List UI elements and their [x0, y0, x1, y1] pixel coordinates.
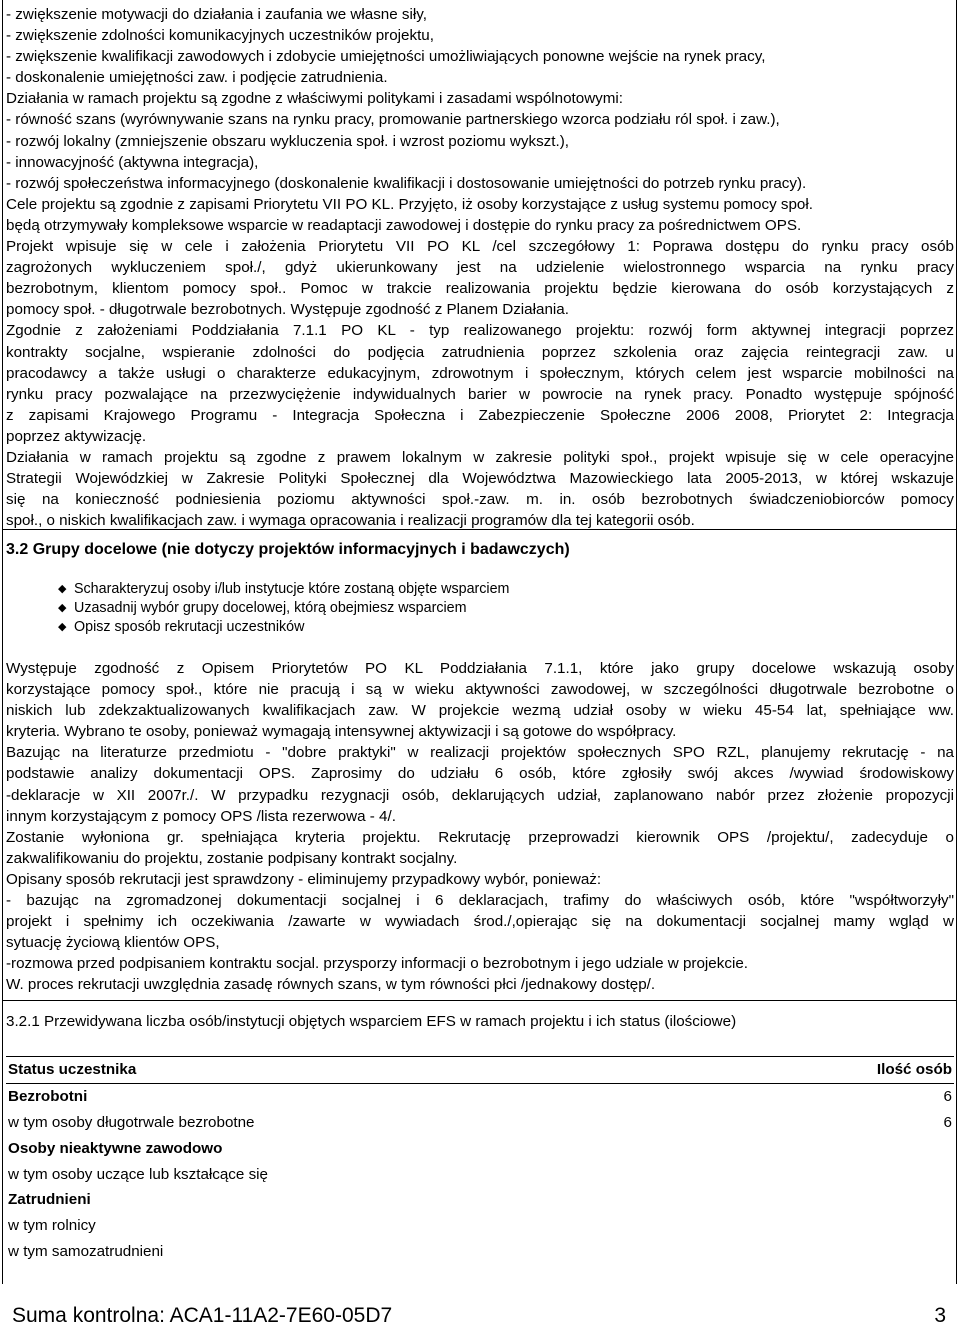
table-row — [6, 1110, 954, 1136]
list-item — [58, 580, 509, 599]
text-line: pracodawcy a także usługi o charakterze edukacyjnym, zdrowotnym i społecznym, których celem jest wsparcie mobilności na — [6, 364, 954, 382]
text-line: Zgodnie z założeniami Poddziałania 7.1.1 PO KL - typ realizowanego projektu: rozwój form aktywnej integracji poprzez — [6, 322, 954, 340]
text-line: kryteria. Wybrano te osoby, ponieważ wymagają intensywnej aktywizacji i są gotowe do współpracy. — [6, 723, 677, 741]
table-cell-label: w tym rolnicy — [8, 1217, 96, 1235]
table-row — [6, 1161, 954, 1187]
text-line: niskich lub zdekzaktualizowanych kwalifikacjach zaw. W projekcie wezmą udział osoby w wieku 45-54 lat, spełniające ww. — [6, 702, 954, 720]
table-cell-value: 6 — [943, 1113, 952, 1131]
section-heading: 3.2 Grupy docelowe (nie dotyczy projektów informacyjnych i badawczych) — [6, 541, 570, 558]
frame-right — [956, 0, 957, 1284]
text-line: -deklaracje w XII 2007r./. W przypadku rezygnacji osób, deklarujących udział, zaplanowano nabór przez złożenie propozycji — [6, 786, 954, 804]
text-line: -rozmowa przed podpisaniem kontraktu socjal. przysporzy informacji o bezrobotnym i jego udziale w projekcie. — [6, 955, 748, 973]
text-line: Zostanie wyłoniona gr. spełniająca kryteria projektu. Rekrutację przeprowadzi kierownik OPS /projektu/, zadecyduje o — [6, 828, 954, 846]
text-line: kontrakty socjalne, wspieranie zdolności do podjęcia zatrudnienia poprzez szkolenia oraz zajęcia reintegracji zaw. u — [6, 343, 954, 361]
text-line: Cele projektu są zgodnie z zapisami Priorytetu VII PO KL. Przyjęto, iż osoby korzystające z usług systemu pomocy społ. — [6, 195, 813, 213]
text-line: Działania w ramach projektu są zgodne z właściwymi politykami i zasadami wspólnotowymi: — [6, 90, 624, 108]
table-cell-label: w tym osoby uczące lub kształcące się — [8, 1165, 268, 1183]
text-line: Bazując na literaturze przedmiotu - "dobre praktyki" w realizacji projektów społecznych SPO RZL, planujemy rekrutację - na — [6, 744, 954, 762]
participants-table — [6, 1056, 954, 1264]
text-line: projekt i spełnimy ich oczekiwania /zawarte w wywiadach środ./,opierając się na dokumentacji socjalnej mamy wgląd w — [6, 913, 954, 931]
text-line: - zwiększenie motywacji do działania i zaufania we własne siły, — [6, 6, 427, 23]
text-line: się na konieczność podniesienia poziomu aktywności społ.-zaw. m. in. osób bezrobotnych świadczeniobiorców pomocy — [6, 491, 954, 509]
text-line: bezrobotnym, klientom pomocy społ.. Pomoc w trakcie realizowania projektu będzie kierowana do osób korzystających z — [6, 280, 954, 298]
table-header-count: Ilość osób — [876, 1061, 952, 1079]
table-row — [6, 1187, 954, 1213]
table-row — [6, 1239, 954, 1265]
table-cell-label: Osoby nieaktywne zawodowo — [8, 1139, 223, 1157]
table-row — [6, 1083, 954, 1109]
text-line: - zwiększenie zdolności komunikacyjnych uczestników projektu, — [6, 27, 434, 45]
table-cell-value — [735, 1239, 954, 1265]
diamond-bullet-icon: ◆ — [58, 602, 67, 614]
text-line: - rozwój społeczeństwa informacyjnego (doskonalenie kwalifikacji i dostosowanie umiejętności do potrzeb rynku pracy). — [6, 174, 807, 192]
text-line: poprzez aktywizację. — [6, 427, 147, 445]
table-cell-value — [735, 1187, 954, 1213]
text-line: korzystające pomocy społ., które nie pracują i są w wieku aktywności zawodowej, w szczególności długotrwale bezrobotne o — [6, 681, 954, 699]
table-header-row — [6, 1057, 954, 1084]
table-cell-value — [735, 1135, 954, 1161]
checksum-label: Suma kontrolna: ACA1-11A2-7E60-05D7 — [12, 1304, 393, 1327]
frame-left — [2, 0, 3, 1284]
target-groups-text — [6, 658, 954, 996]
subsection-heading: 3.2.1 Przewidywana liczba osób/instytucji objętych wsparciem EFS w ramach projektu i ich status (ilościowe) — [6, 1013, 737, 1030]
table-row — [6, 1213, 954, 1239]
table-cell-value — [735, 1161, 954, 1187]
table-cell-label: Zatrudnieni — [8, 1191, 91, 1209]
list-item-label: Uzasadnij wybór grupy docelowej, którą obejmiesz wsparciem — [74, 600, 467, 616]
text-line: - innowacyjność (aktywna integracja), — [6, 153, 259, 171]
text-line: z zapisami Krajowego Programu - Integracja Społeczna i Zabezpieczenie Społeczne 2006 2008, Priorytet 2: Integracja — [6, 406, 954, 424]
text-line: - zwiększenie kwalifikacji zawodowych i zdobycie umiejętności umożliwiających ponowne wejście na rynek pracy, — [6, 48, 766, 66]
text-line: - doskonalenie umiejętności zaw. i podjęcie zatrudnienia. — [6, 69, 388, 87]
diamond-bullet-icon: ◆ — [58, 621, 67, 633]
table-cell-label: w tym osoby długotrwale bezrobotne — [8, 1113, 255, 1131]
text-line: W. proces rekrutacji uwzględnia zasadę równych szans, w tym równości płci /jednakowy dostęp/. — [6, 976, 656, 994]
text-line: zagrożonych wykluczeniem społ./, gdyż ukierunkowany jest na udzielenie wielostronnego wsparcia na rynku pracy — [6, 259, 954, 277]
instruction-bullet-list — [58, 580, 509, 637]
text-line: podstawie analizy dokumentacji OPS. Zaprosimy do udziału 6 osób, które zgłosiły swój akces /wywiad środowiskowy — [6, 765, 954, 783]
text-line: będą otrzymywały kompleksowe wsparcie w readaptacji zawodowej i dostępie do rynku pracy za pośrednictwem OPS. — [6, 216, 802, 234]
text-line: społ., o niskich kwalifikacjach zaw. i wymaga opracowania i realizacji programów dla tej kategorii osób. — [6, 512, 695, 530]
text-line: zakwalifikowaniu do projektu, zostanie podpisany kontrakt socjalny. — [6, 849, 458, 867]
table-cell-value: 6 — [943, 1088, 952, 1106]
frame-divider-2 — [2, 1000, 957, 1001]
text-line: Strategii Wojewódzkiej w Zakresie Polityki Społecznej dla Województwa Mazowieckiego lata 2005-2013, w której wskazuje — [6, 470, 954, 488]
text-line: Opisany sposób rekrutacji jest sprawdzony - eliminujemy przypadkowy wybór, ponieważ: — [6, 870, 602, 888]
text-line: sytuację życiową klientów OPS, — [6, 934, 220, 952]
table-cell-label: Bezrobotni — [8, 1088, 88, 1106]
text-line: rynku pracy pozwalające na przezwyciężenie indywidualnych barier w powrocie na rynek pracy. Ponadto występuje spójność — [6, 385, 954, 403]
list-item — [58, 599, 509, 618]
list-item-label: Scharakteryzuj osoby i/lub instytucje które zostaną objęte wsparciem — [74, 581, 510, 597]
text-line: - rozwój lokalny (zmniejszenie obszaru wykluczenia społ. i wzrost poziomu wykszt.), — [6, 132, 569, 150]
text-line: Projekt wpisuje się w cele i założenia Priorytetu VII PO KL /cel szczegółowy 1: Poprawa dostępu do rynku pracy osób — [6, 238, 954, 256]
table-header-status: Status uczestnika — [8, 1061, 137, 1079]
table-row — [6, 1135, 954, 1161]
text-line: pomocy społ. - długotrwale bezrobotnych. Występuje zgodność z Planem Działania. — [6, 301, 569, 319]
list-item — [58, 618, 509, 637]
text-line: innym korzystającym z pomocy OPS /lista rezerwowa - 4/. — [6, 807, 396, 825]
text-line: - bazując na zgromadzonej dokumentacji socjalnej i 6 deklaracjach, trafimy do właściwych osób, które "współtworzyły" — [6, 892, 954, 910]
list-item-label: Opisz sposób rekrutacji uczestników — [74, 619, 305, 635]
table-cell-label: w tym samozatrudnieni — [8, 1242, 164, 1260]
text-line: Występuje zgodność z Opisem Priorytetów PO KL Poddziałania 7.1.1, które jako grupy docelowe wskazują osoby — [6, 660, 954, 677]
text-line: Działania w ramach projektu są zgodne z prawem lokalnym w zakresie polityki społ., projekt wpisuje się w cele operacyjne — [6, 448, 954, 466]
diamond-bullet-icon: ◆ — [58, 583, 67, 595]
objectives-text — [6, 4, 954, 531]
table-cell-value — [735, 1213, 954, 1239]
page-number: 3 — [934, 1304, 946, 1327]
text-line: - równość szans (wyrównywanie szans na rynku pracy, promowanie partnerskiego wzorca podziału ról społ. i zaw.), — [6, 111, 780, 129]
